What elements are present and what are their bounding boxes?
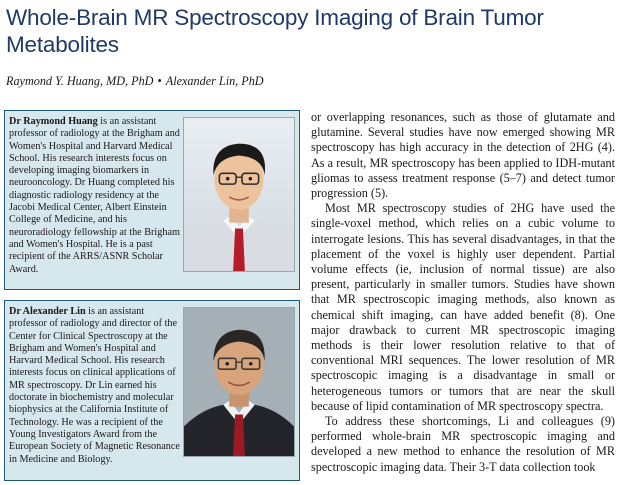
body-paragraph: To address these shortcomings, Li and colleagues (9) performed whole-brain MR spectroscopic imaging and developed a new method to enhance the resolution of MR spectroscopic imaging data. Their 3-T data collection took (311, 414, 615, 474)
author-photo (183, 117, 295, 272)
author-name: Alexander Lin, PhD (165, 74, 264, 88)
bio-author-name: Dr Alexander Lin (9, 306, 86, 317)
body-paragraph: or overlapping resonances, such as those of glutamate and glutamine. Several studies have now emerged showing MR spectroscopy has high accuracy in the detection of 2HG (4). As a result, MR spectroscopy has been applied to IDH-mutant gliomas to assess treatment response (5–7) and detect tumor progression (5). (311, 110, 615, 201)
article-title: Whole-Brain MR Spectroscopy Imaging of Brain Tumor Metabolites (6, 5, 544, 57)
author-name: Raymond Y. Huang, MD, PhD (6, 74, 154, 88)
author-portrait-image (184, 118, 294, 271)
author-line (6, 74, 606, 89)
author-photo (183, 307, 295, 457)
author-bio-text (9, 306, 182, 466)
article-body-column (311, 110, 615, 475)
author-portrait-image (184, 308, 294, 456)
author-separator: • (157, 74, 162, 88)
bio-author-name: Dr Raymond Huang (9, 116, 98, 127)
bio-description: is an assistant professor of radiology and director of the Center for Clinical Spectroscopy at the Brigham and Women's Hospital and Harvard Medical School. His research interests focus on clinical applications of MR spectroscopy. Dr Lin earned his doctorate in biochemistry and molecular biophysics at the California Institute of Technology. He was a recipient of the Young Investigators Award from the European Society of Magnetic Resonance in Medicine and Biology. (9, 306, 180, 465)
author-bio-box (4, 300, 300, 481)
author-bio-box (4, 110, 300, 290)
body-paragraph: Most MR spectroscopy studies of 2HG have used the single-voxel method, which relies on a cubic volume to interrogate lesions. This has several disadvantages, in that the placement of the voxel is highly user dependent. Partial volume effects (ie, inclusion of normal tissue) are also present, particularly in smaller tumors. Studies have shown that MR spectroscopic imaging methods, also known as chemical shift imaging, can have added benefit (8). One major drawback to current MR spectroscopic imaging methods is their lower resolution relative to that of conventional MRI sequences. The lower resolution of MR spectroscopic imaging is a disadvantage in small or heterogeneous tumors or tumors that are near the skull because of lipid contamination of MR spectroscopy spectra. (311, 201, 615, 413)
author-bio-text (9, 116, 182, 276)
bio-description: is an assistant professor of radiology at the Brigham and Women's Hospital and Harvard Medical School. His research interests focus on developing imaging biomarkers in neurooncology. Dr Huang completed his diagnostic radiology residency at the Jacobi Medical Center, Albert Einstein College of Medicine, and his neuroradiology fellowship at the Brigham and Women's Hospital. He is a past recipient of the ARRS/ASNR Scholar Award. (9, 116, 180, 275)
